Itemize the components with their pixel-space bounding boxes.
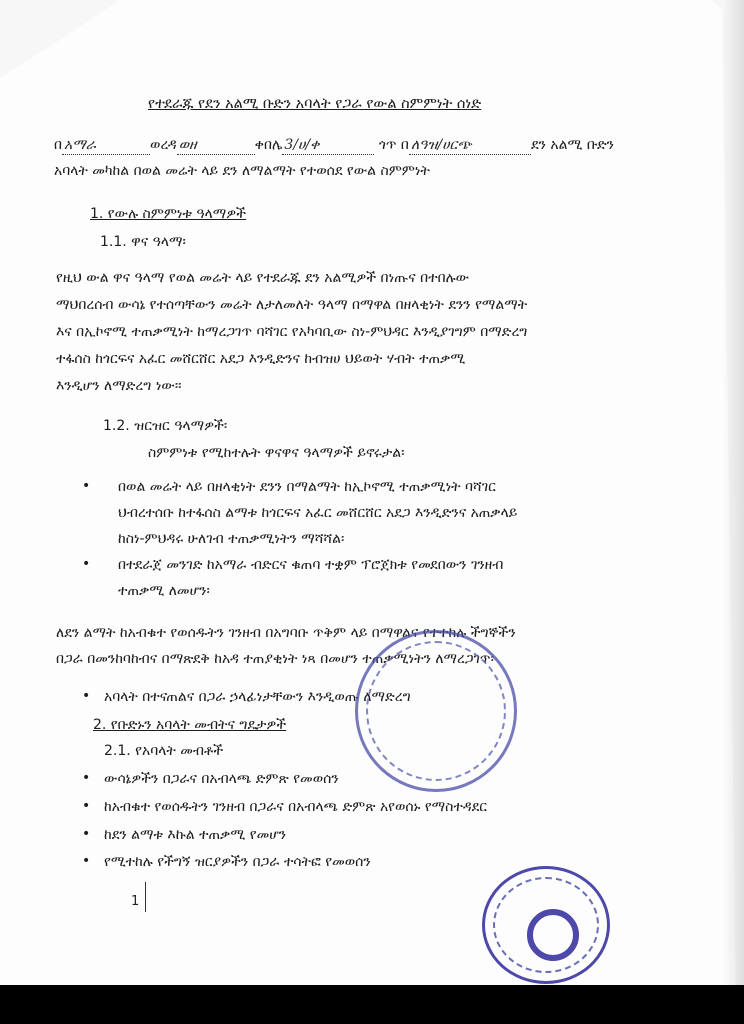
objective-line-5: እንዲሆን ለማድረግ ነው፡፡ — [56, 378, 182, 394]
rights-bullet-1: ውሳኔዎችን በጋራና በአብላጫ ድምጽ የመወሰን — [104, 771, 339, 787]
bullet-dot: • — [82, 853, 91, 869]
woreda-label: ወረዳ — [150, 137, 177, 153]
bullet-dot: • — [82, 770, 91, 786]
got-field: ለዓዝ/ሀርጭ — [409, 136, 531, 155]
bullet-dot: • — [82, 688, 91, 704]
page-edge-shadow — [722, 0, 744, 985]
rights-bullet-3: ከደን ልማቱ እኩል ተጠቃሚ የመሆን — [104, 827, 287, 843]
section-1-2-heading: 1.2. ዝርዝር ዓላማዎች፡ — [103, 418, 228, 434]
page-number: 1 — [131, 894, 140, 909]
objective-line-2: ማህበረሰብ ውሳኔ የተሰጣቸውን መሬት ለታለመለት ዓላማ በማዋል በዘላቂነት ደንን የማልማት — [56, 297, 528, 313]
objective-line-1: የዚህ ውል ዋና ዓላማ የወል መሬት ላይ የተደራጁ ደን አልሚዎች በነጡና በተበሉው — [56, 270, 470, 286]
detailed-objectives-intro: ስምምነቱ የሚከተሉት ዋናዋና ዓላማዎች ይኖሩታል፡ — [148, 445, 405, 461]
intro-line-1 — [54, 136, 614, 155]
bullet-dot: • — [82, 826, 91, 842]
detail-bullet-1-line-1: በወል መሬት ላይ በዘላቂነት ደንን በማልማት ከኢኮኖሚ ተጠቃሚነት ባሻገር — [118, 479, 496, 495]
section-1-1-heading: 1.1. ዋና ዓላማ፡ — [100, 234, 186, 250]
responsibility-bullet: አባላት በተናጠልና በጋራ ኃላፊነታቸውን እንዲወጡ ለማድረግ — [104, 689, 411, 705]
detail-bullet-2-line-2: ተጠቃሚ ለመሆን፡ — [118, 583, 210, 599]
region-field: አማራ — [62, 136, 150, 155]
woreda-field: ወዘ — [177, 136, 255, 155]
detail-bullet-1-line-3: ከስነ-ምህዳሩ ሁለገብ ተጠቃሚነትን ማሻሻል፡ — [118, 531, 345, 547]
bullet-dot: • — [82, 478, 91, 494]
intro-suffix: ደን አልሚ ቡድን — [530, 137, 615, 153]
rights-bullet-2: ከአብቁተ የወሰዱትን ገንዘብ በጋራና በአብላጫ ድምጽ አየወሰኑ የማስተዳደር — [104, 799, 487, 815]
section-2-1-heading: 2.1. የአባላት መብቶች — [104, 743, 224, 759]
official-seal — [482, 866, 610, 984]
detail-bullet-2-line-1: በተደራጀ መንገድ ከአማራ ብድርና ቁጠባ ተቋም ፕሮጀክቱ የመደበውን ገንዘብ — [118, 557, 504, 573]
objective-line-3: እና በኢኮኖሚ ተጠቃሚነት ከማረጋገጥ ባሻገር የአካባቢው ስነ-ምህዳር እንዲያገግም በማድረግ — [56, 324, 528, 340]
kebele-label: ቀበሌ — [254, 137, 283, 153]
seal-emblem — [527, 909, 579, 961]
stamp-ring — [366, 641, 506, 781]
document-title: የተደራጁ የደን አልሚ ቡድን አባላት የጋራ የውል ስምምነት ሰነድ — [148, 96, 482, 112]
section-2-heading: 2. የቡድኑን አባላት መብትና ግዴታዎች — [93, 717, 287, 733]
got-label: ጎጥ በ — [378, 137, 409, 153]
official-stamp — [355, 630, 517, 792]
loan-paragraph-line-2: በጋራ በመንከባከብና በማጽደቅ ከአዳ ተጠያቂነት ነጻ በመሆን ተጠቃሚነትን ለማረጋገጥ፡ — [56, 651, 494, 667]
kebele-field: 3/ሀ/ቀ — [282, 136, 374, 155]
bullet-dot: • — [82, 798, 91, 814]
bullet-dot: • — [82, 556, 91, 572]
objective-line-4: ተፋሰስ ከጎርፍና አፈር መሸርሸር አደጋ እንዲድንና ከብዝሀ ህይወት ሃብት ተጠቃሚ — [56, 351, 466, 367]
detail-bullet-1-line-2: ህብረተሰቡ ከተፋሰስ ልማቱ ከጎርፍና አፈር መሸርሸር አደጋ እንዲድንና አጠቃላይ — [118, 505, 518, 521]
intro-prefix: በ — [54, 137, 63, 153]
rights-bullet-4: የሚተከሉ የችግኝ ዝርያዎችን በጋራ ተሳትፎ የመወሰን — [104, 854, 371, 870]
loan-paragraph-line-1: ለደን ልማት ከአብቁተ የወሰዱትን ገንዘብ በአግባቡ ጥቅም ላይ በማዋልና የተተከሉ ችግኞችን — [56, 625, 516, 641]
intro-line-2: አባላት መካከል በወል መሬት ላይ ደን ለማልማት የተወሰደ የውል ስምምነት — [54, 163, 430, 179]
section-1-heading: 1. የውሉ ስምምነቱ ዓላማዎች — [90, 206, 247, 222]
margin-mark — [145, 882, 146, 912]
